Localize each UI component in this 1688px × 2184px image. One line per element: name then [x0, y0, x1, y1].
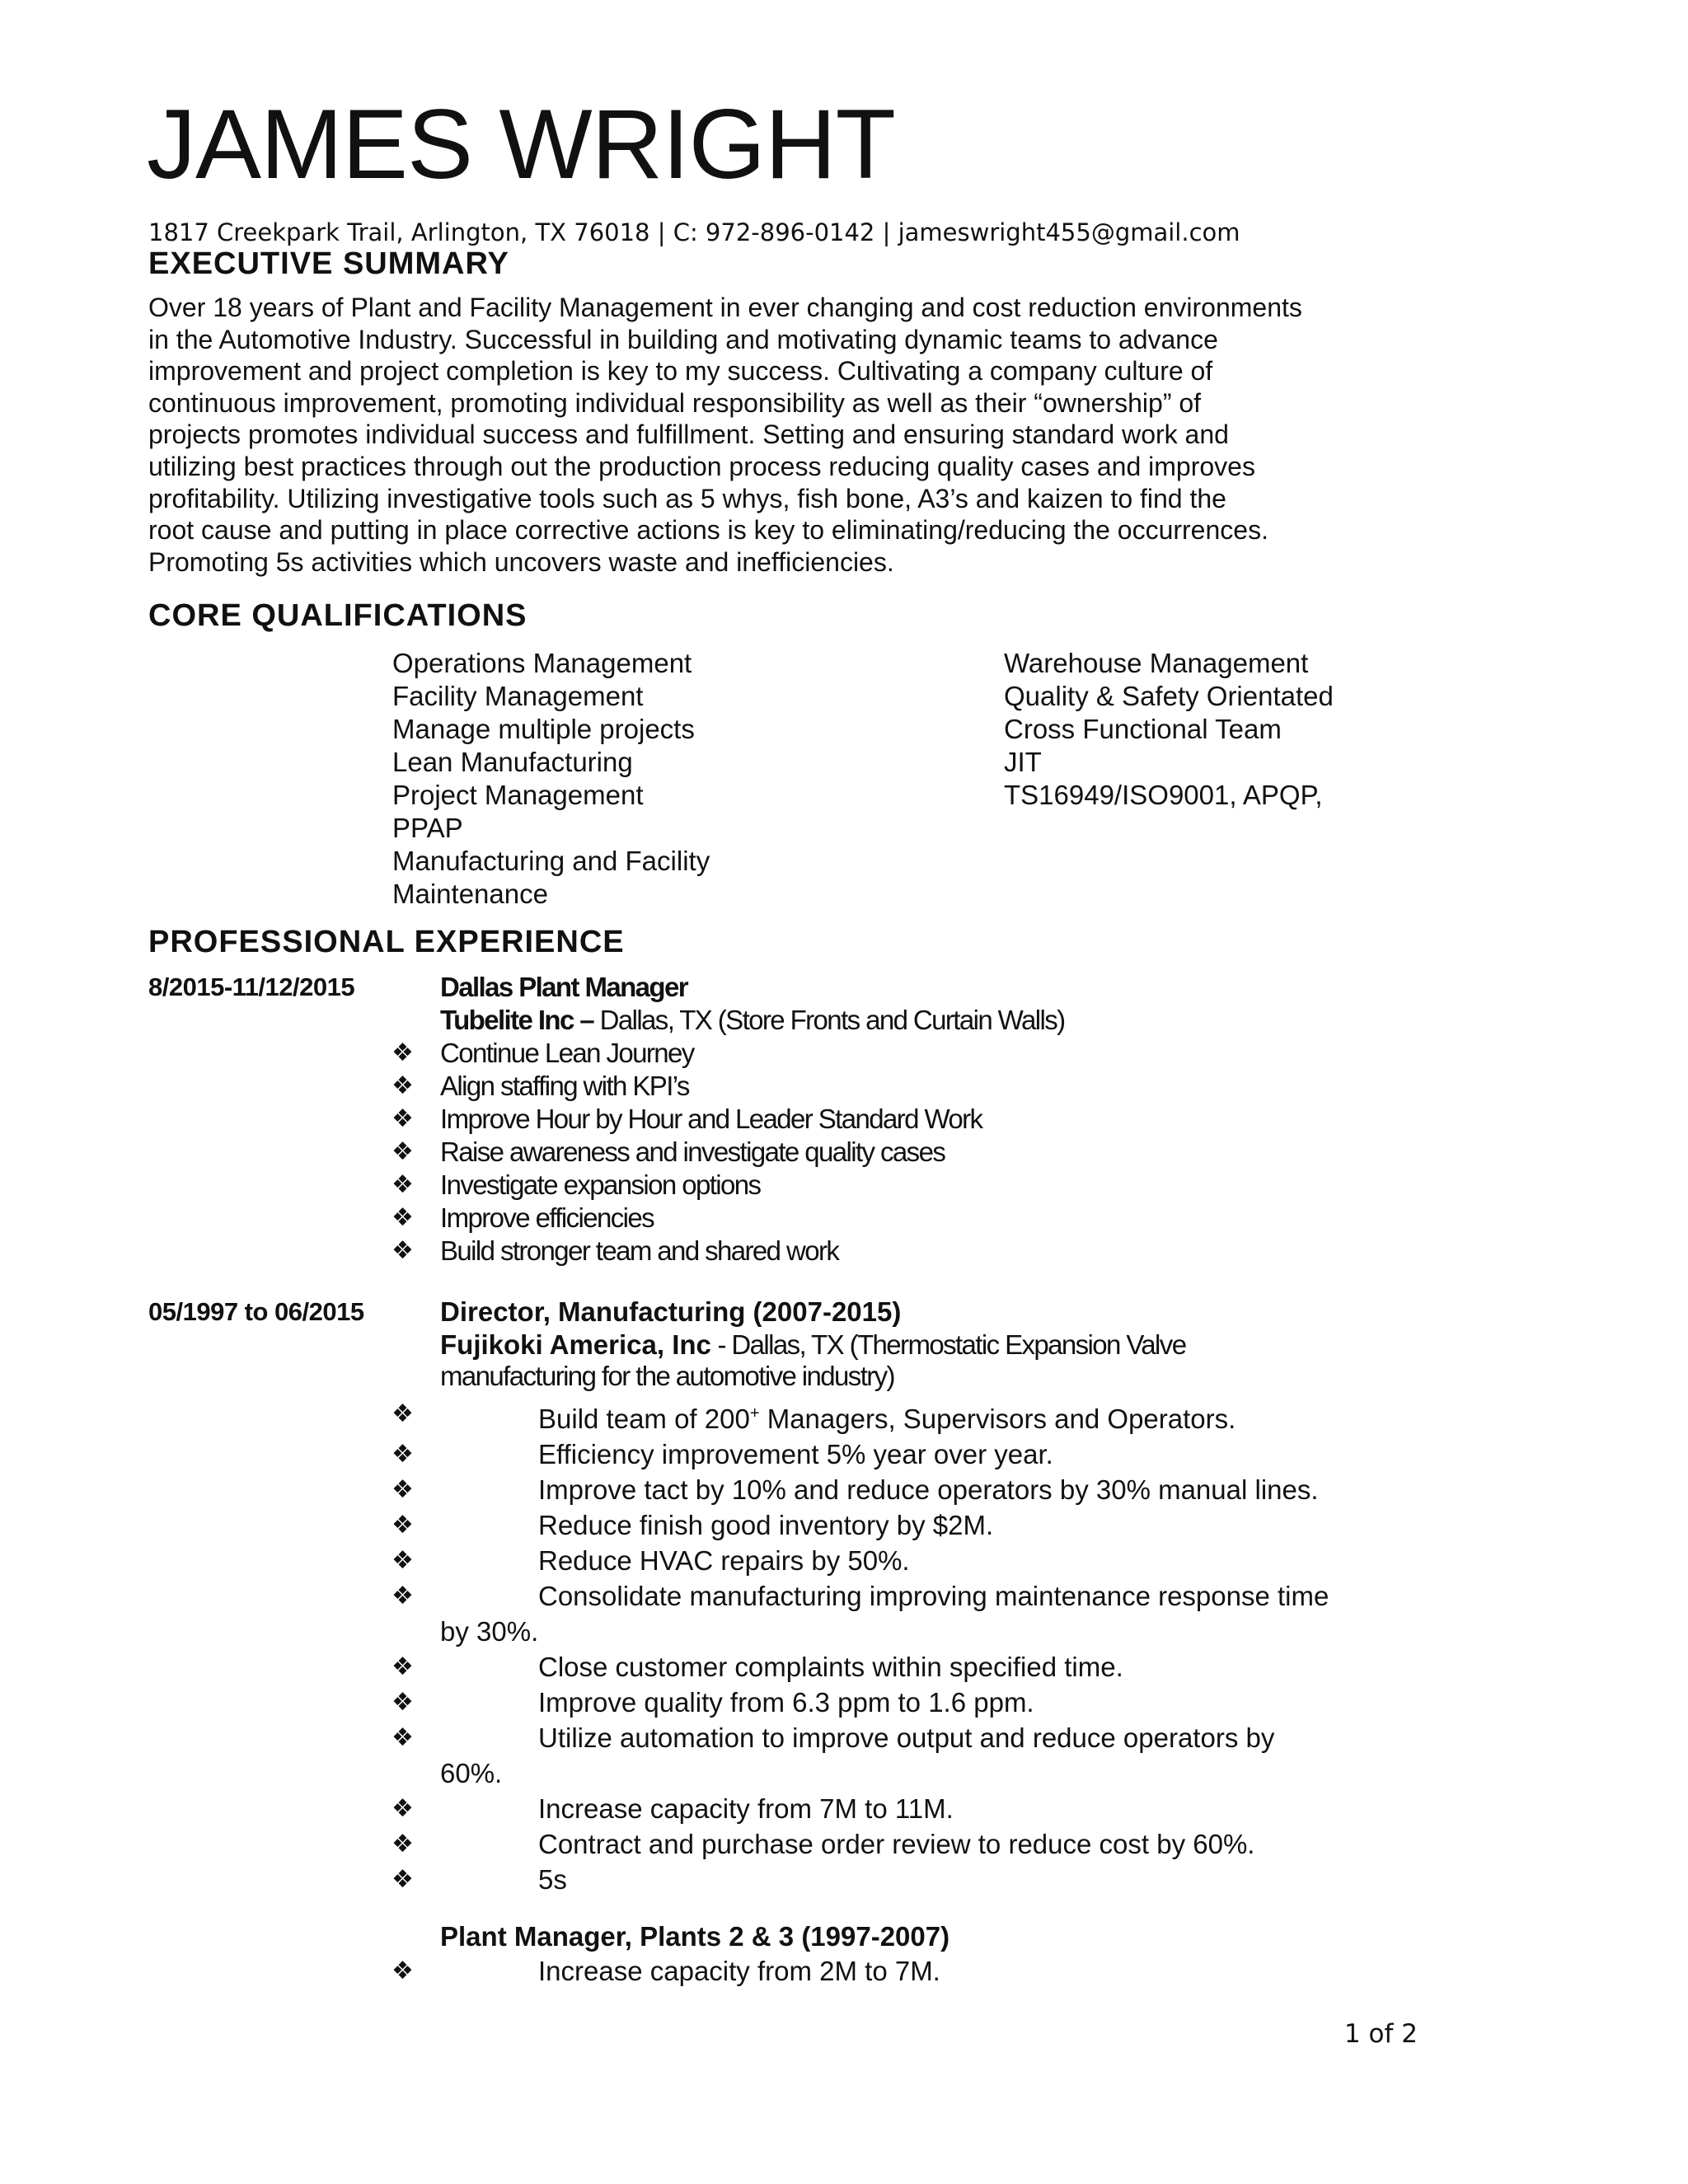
diamond-bullet-icon: ❖	[392, 1476, 414, 1503]
qualification-item: PPAP	[392, 813, 463, 843]
bullet-text-continued: by 30%.	[440, 1616, 539, 1647]
bullet-text: Improve efficiencies	[440, 1202, 654, 1233]
summary-line: in the Automotive Industry. Successful in building and motivating dynamic teams to advance	[148, 324, 1218, 354]
job-bullet-list	[392, 1396, 1438, 1897]
bullet-text: Improve Hour by Hour and Leader Standard Work	[440, 1104, 982, 1134]
qualification-item: Project Management	[392, 780, 644, 810]
diamond-bullet-icon: ❖	[392, 1237, 414, 1264]
qualification-item: Manufacturing and Facility	[392, 846, 710, 876]
bullet-text: Close customer complaints within specified time.	[538, 1652, 1123, 1682]
diamond-bullet-icon: ❖	[392, 1441, 414, 1468]
diamond-bullet-icon: ❖	[392, 1724, 414, 1751]
list-item	[392, 1070, 982, 1103]
summary-line: root cause and putting in place corrective actions is key to eliminating/reducing the occurrences.	[148, 515, 1268, 546]
job-bullet-list	[392, 1037, 982, 1268]
bullet-text: Increase capacity from 7M to 11M.	[538, 1793, 954, 1824]
bullet-text: Align staffing with KPI’s	[440, 1071, 689, 1101]
qualification-item: Maintenance	[392, 879, 548, 909]
summary-line: improvement and project completion is key to my success. Cultivating a company culture of	[148, 356, 1213, 387]
core-qualifications-heading: CORE QUALIFICATIONS	[148, 598, 528, 633]
summary-line: projects promotes individual success and fulfillment. Setting and ensuring standard work and	[148, 419, 1229, 450]
diamond-bullet-icon: ❖	[392, 1689, 414, 1716]
diamond-bullet-icon: ❖	[392, 1957, 414, 1985]
summary-line: continuous improvement, promoting individual responsibility as well as their “ownership” of	[148, 387, 1202, 418]
list-item	[392, 1037, 982, 1070]
job-bullet-list	[392, 1953, 1438, 1989]
bullet-text: Reduce HVAC repairs by 50%.	[538, 1545, 910, 1576]
list-item	[392, 1543, 1438, 1578]
qualification-item: JIT	[1004, 747, 1042, 777]
summary-line: Promoting 5s activities which uncovers waste and inefficiencies.	[148, 546, 894, 577]
job-dates: 8/2015-11/12/2015	[148, 972, 355, 1001]
bullet-text: Raise awareness and investigate quality cases	[440, 1137, 945, 1167]
list-item	[392, 1953, 1438, 1989]
diamond-bullet-icon: ❖	[392, 1653, 414, 1680]
job-title: Director, Manufacturing (2007-2015)	[440, 1296, 902, 1327]
diamond-bullet-icon: ❖	[392, 1830, 414, 1858]
list-item	[392, 1826, 1438, 1862]
diamond-bullet-icon: ❖	[392, 1866, 414, 1893]
list-item	[392, 1578, 1438, 1649]
list-item	[392, 1472, 1438, 1507]
bullet-text-continued: 60%.	[440, 1758, 503, 1788]
bullet-text: 5s	[538, 1864, 567, 1895]
sub-job-title: Plant Manager, Plants 2 & 3 (1997-2007)	[440, 1921, 950, 1952]
list-item	[392, 1136, 982, 1169]
bullet-text: Efficiency improvement 5% year over year.	[538, 1439, 1053, 1469]
bullet-text: Reduce finish good inventory by $2M.	[538, 1510, 994, 1540]
qualification-item: Manage multiple projects	[392, 714, 695, 744]
diamond-bullet-icon: ❖	[392, 1547, 414, 1574]
diamond-bullet-icon: ❖	[392, 1039, 414, 1066]
diamond-bullet-icon: ❖	[392, 1795, 414, 1822]
list-item	[392, 1507, 1438, 1543]
summary-line: utilizing best practices through out the production process reducing quality cases and improves	[148, 451, 1255, 481]
diamond-bullet-icon: ❖	[392, 1204, 414, 1231]
diamond-bullet-icon: ❖	[392, 1582, 414, 1610]
list-item	[392, 1202, 982, 1235]
bullet-text: Investigate expansion options	[440, 1169, 761, 1200]
page-number: 1 of 2	[1343, 2019, 1418, 2049]
list-item	[392, 1169, 982, 1202]
professional-experience-heading: PROFESSIONAL EXPERIENCE	[148, 925, 625, 959]
company-name: Tubelite Inc –	[440, 1005, 594, 1035]
bullet-text: Increase capacity from 2M to 7M.	[538, 1956, 940, 1986]
qualification-item: Lean Manufacturing	[392, 747, 633, 777]
list-item	[392, 1862, 1438, 1897]
candidate-name: JAMES WRIGHT	[147, 89, 895, 199]
qualification-item: Operations Management	[392, 648, 692, 678]
diamond-bullet-icon: ❖	[392, 1072, 414, 1099]
qualification-item: TS16949/ISO9001, APQP,	[1004, 780, 1323, 810]
list-item	[392, 1396, 1438, 1436]
company-detail: - Dallas, TX (Thermostatic Expansion Valve	[710, 1329, 1186, 1360]
diamond-bullet-icon: ❖	[392, 1105, 414, 1132]
bullet-text: Improve tact by 10% and reduce operators by 30% manual lines.	[538, 1474, 1319, 1505]
bullet-text: Consolidate manufacturing improving maintenance response time	[538, 1581, 1329, 1611]
qualification-item: Warehouse Management	[1004, 648, 1309, 678]
summary-line: profitability. Utilizing investigative tools such as 5 whys, fish bone, A3’s and kaizen to find the	[148, 483, 1226, 513]
list-item	[392, 1436, 1438, 1472]
bullet-text: Managers, Supervisors and Operators.	[759, 1404, 1236, 1434]
qualification-item: Cross Functional Team	[1004, 714, 1282, 744]
company-detail: Dallas, TX (Store Fronts and Curtain Walls)	[593, 1005, 1065, 1035]
company-name: Fujikoki America, Inc	[440, 1329, 711, 1360]
list-item	[392, 1685, 1438, 1720]
company-detail-continued: manufacturing for the automotive industry)	[440, 1361, 894, 1391]
list-item	[392, 1649, 1438, 1685]
bullet-text: Utilize automation to improve output and reduce operators by	[538, 1722, 1275, 1753]
contact-line: 1817 Creekpark Trail, Arlington, TX 76018 | C: 972-896-0142 | jameswright455@gmail.com	[148, 218, 1240, 246]
bullet-text: Contract and purchase order review to reduce cost by 60%.	[538, 1829, 1255, 1859]
diamond-bullet-icon: ❖	[392, 1400, 414, 1427]
qualification-item: Quality & Safety Orientated	[1004, 681, 1334, 711]
job-title: Dallas Plant Manager	[440, 972, 687, 1002]
list-item	[392, 1720, 1438, 1791]
company-line	[440, 1004, 1065, 1037]
list-item	[392, 1235, 982, 1268]
company-line	[440, 1329, 1185, 1361]
list-item	[392, 1103, 982, 1136]
qualifications-right-column	[1004, 647, 1334, 812]
qualification-item: Facility Management	[392, 681, 644, 711]
diamond-bullet-icon: ❖	[392, 1138, 414, 1165]
qualifications-left-column	[392, 647, 710, 911]
superscript-plus: +	[749, 1404, 760, 1422]
executive-summary-heading: EXECUTIVE SUMMARY	[148, 246, 509, 281]
job-dates: 05/1997 to 06/2015	[148, 1297, 364, 1326]
diamond-bullet-icon: ❖	[392, 1171, 414, 1198]
bullet-text: Build stronger team and shared work	[440, 1235, 839, 1266]
diamond-bullet-icon: ❖	[392, 1511, 414, 1539]
bullet-text: Build team of 200	[538, 1404, 750, 1434]
list-item	[392, 1791, 1438, 1826]
executive-summary-text	[148, 292, 1434, 578]
bullet-text: Continue Lean Journey	[440, 1038, 694, 1068]
summary-line: Over 18 years of Plant and Facility Management in ever changing and cost reduction environments	[148, 293, 1302, 322]
bullet-text: Improve quality from 6.3 ppm to 1.6 ppm.	[538, 1687, 1034, 1718]
